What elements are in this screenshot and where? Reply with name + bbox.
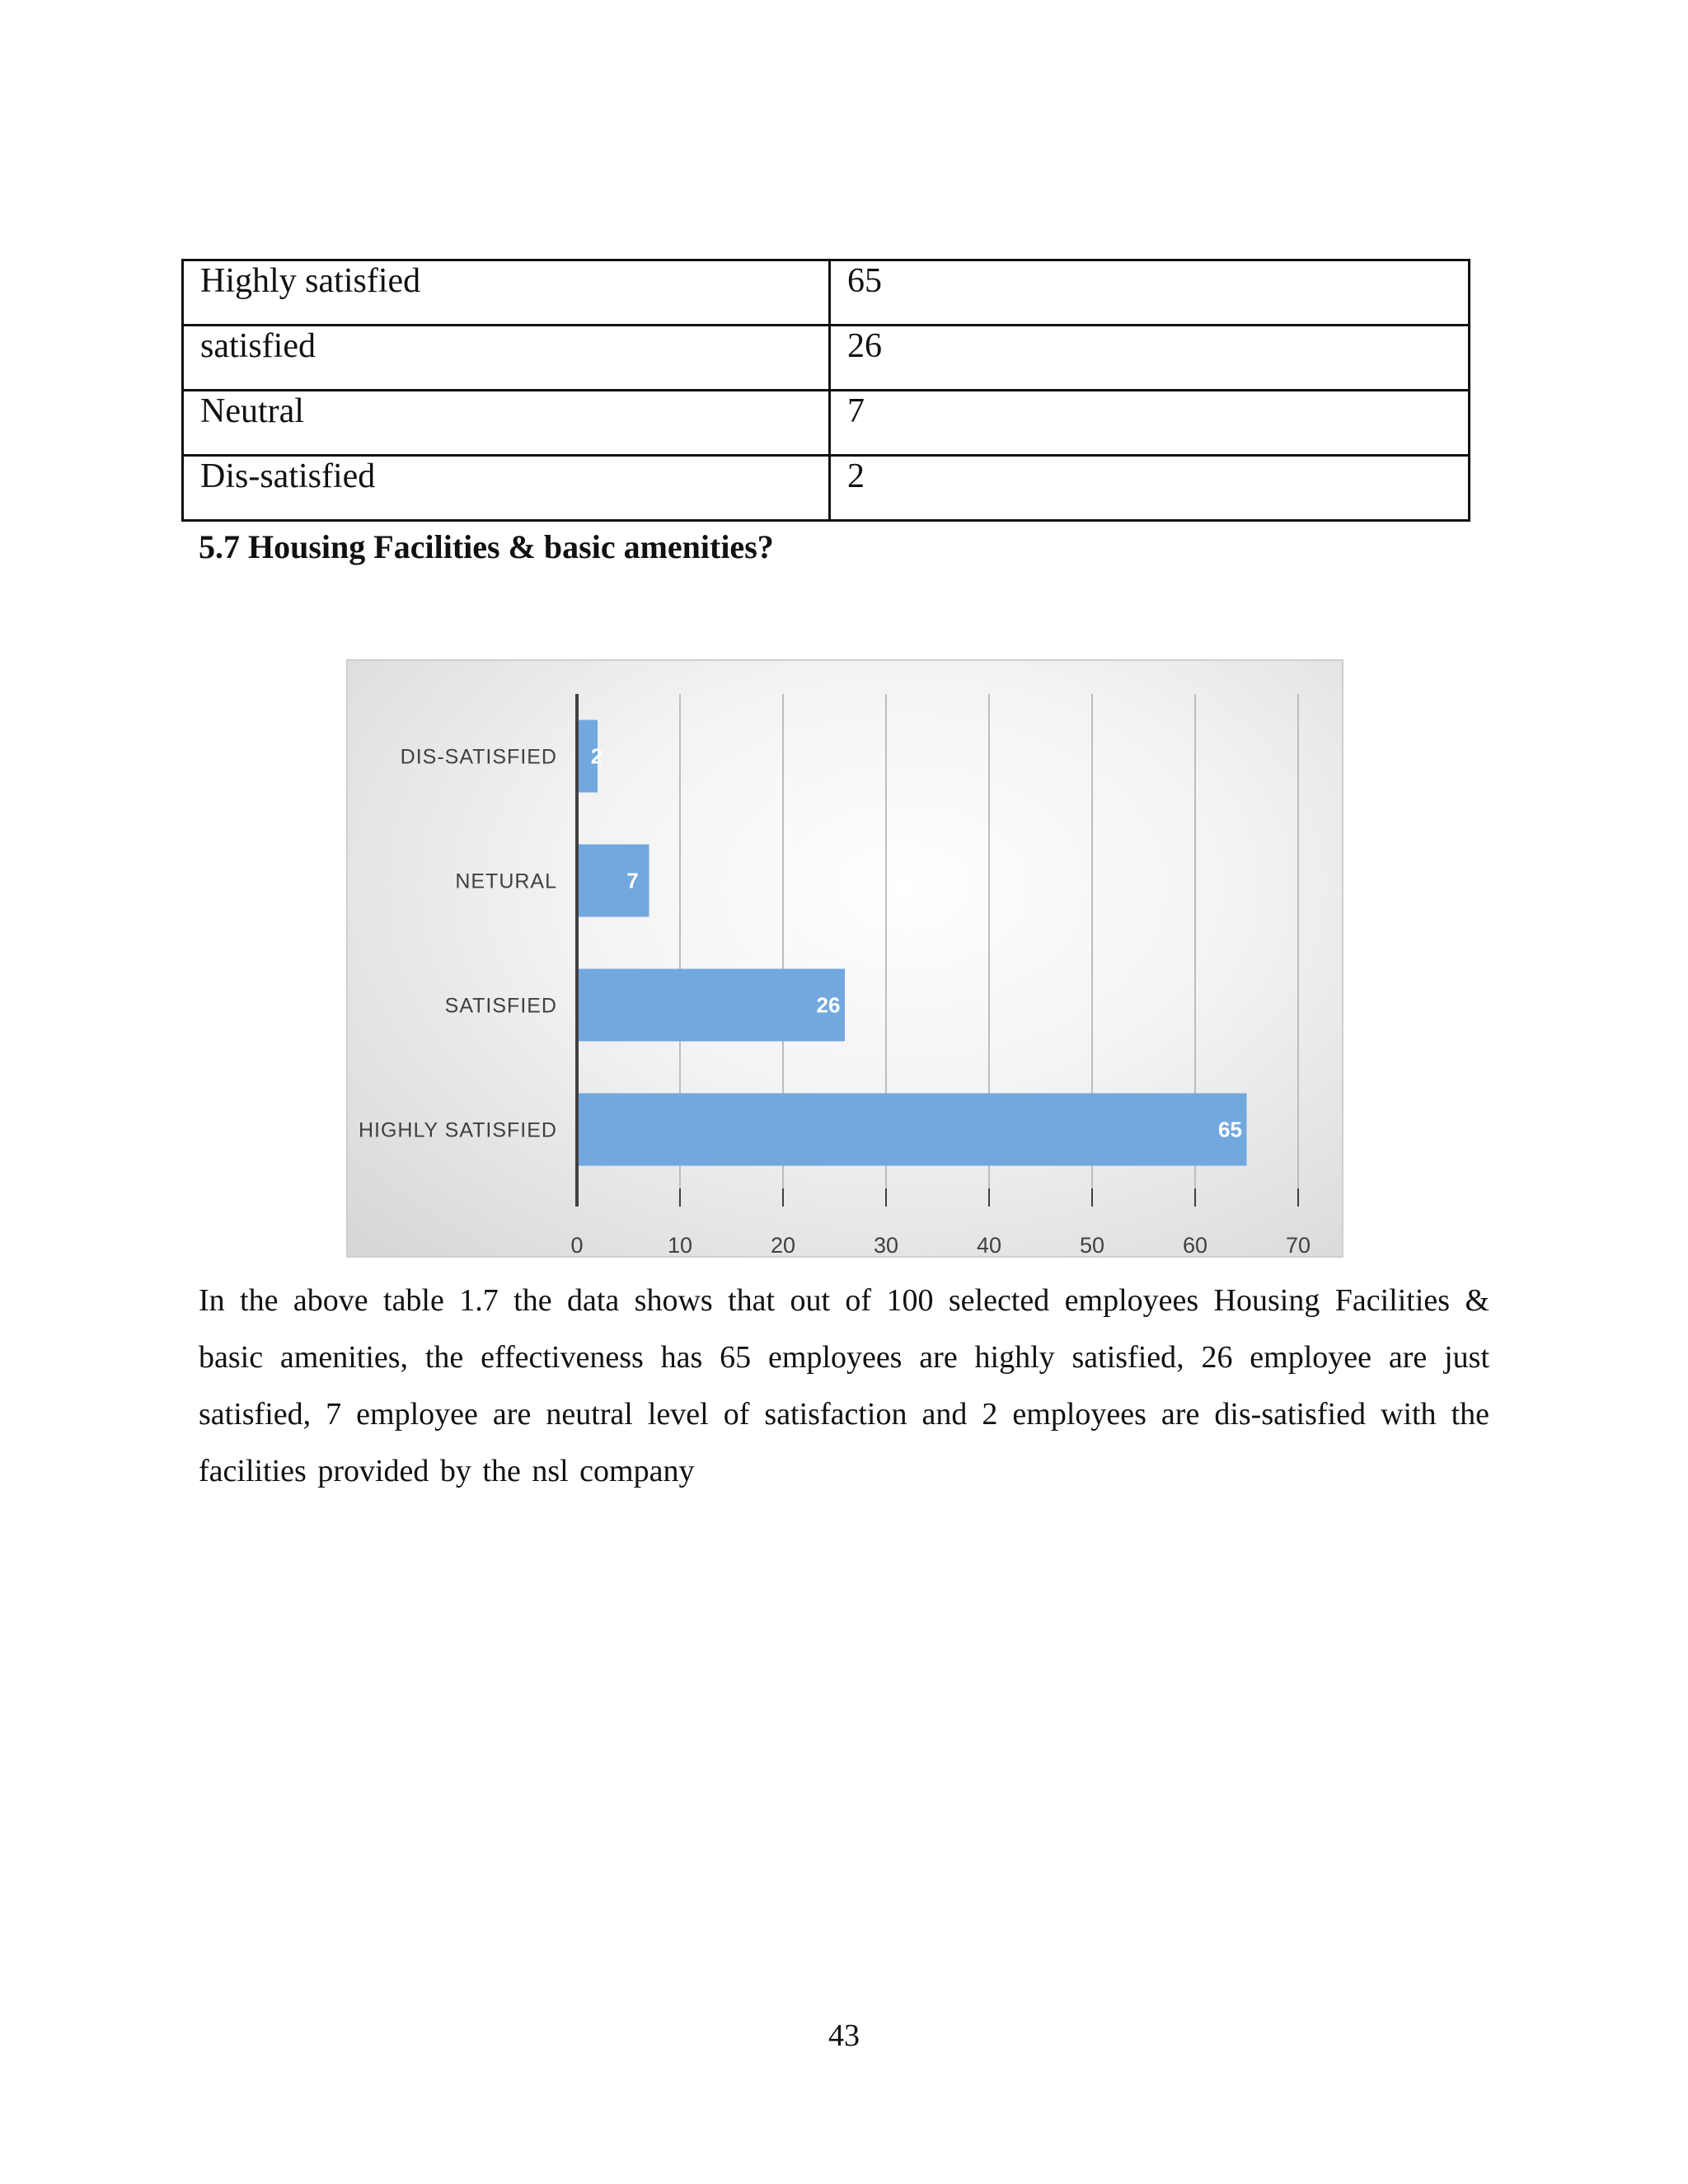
data-label: 65 [1218, 1117, 1242, 1142]
tick-label: 0 [570, 1233, 584, 1256]
table-row [183, 326, 1470, 391]
category-label: SATISFIED [444, 994, 557, 1018]
table-cell-value: 65 [830, 260, 1470, 326]
tick-label: 20 [770, 1233, 796, 1256]
bar-chart [346, 659, 1343, 1258]
tick-label: 50 [1079, 1233, 1105, 1256]
data-table [181, 259, 1470, 522]
category-label: NETURAL [455, 869, 557, 893]
tick-label: 30 [873, 1233, 899, 1256]
table-cell-value: 7 [830, 391, 1470, 456]
table-cell-label: Highly satisfied [183, 260, 830, 326]
table-row [183, 391, 1470, 456]
tick-label: 70 [1285, 1233, 1311, 1256]
data-label: 26 [816, 992, 841, 1018]
page-number: 43 [828, 2018, 860, 2053]
table-row [183, 260, 1470, 326]
table-cell-label: satisfied [183, 326, 830, 391]
data-label: 2 [590, 743, 603, 769]
tick-label: 60 [1182, 1233, 1208, 1256]
bar [577, 969, 845, 1042]
section-title: 5.7 Housing Facilities & basic amenities? [199, 528, 774, 565]
table-cell-label: Dis-satisfied [183, 456, 830, 521]
table-cell-label: Neutral [183, 391, 830, 456]
chart-svg [348, 661, 1342, 1256]
table-cell-value: 26 [830, 326, 1470, 391]
category-label: HIGHLY SATISFIED [358, 1118, 557, 1142]
tick-label: 10 [667, 1233, 693, 1256]
data-label: 7 [626, 868, 639, 893]
tick-label: 40 [976, 1233, 1002, 1256]
body-paragraph: In the above table 1.7 the data shows that out of 100 selected employees Housing Facilities & basic amenities, the effectiveness has 65 employees are highly satisfied, 26 employee are just satisfied, 7 employee are neutral level of satisfaction and 2 employees are dis-satisfied with the facilities provided by the nsl company [199, 1283, 1489, 1488]
category-label: DIS-SATISFIED [400, 745, 557, 769]
bar [577, 1094, 1247, 1166]
table-row [183, 456, 1470, 521]
table-cell-value: 2 [830, 456, 1470, 521]
